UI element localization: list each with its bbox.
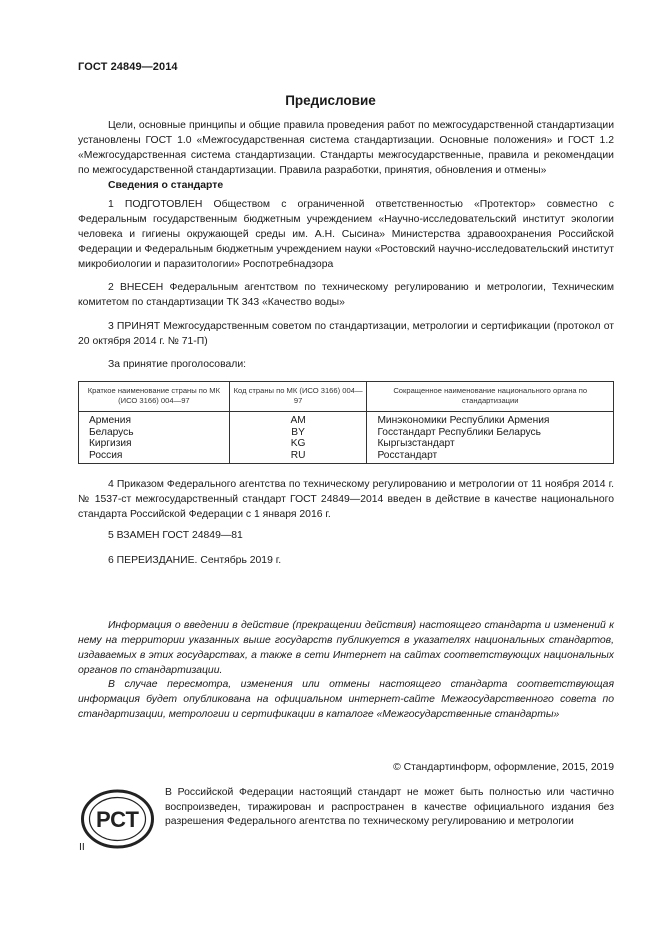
code-cell: KG <box>229 438 367 450</box>
body-cell: Кыргызстандарт <box>367 438 614 450</box>
intro-paragraph <box>78 118 614 178</box>
item-4-paragraph <box>78 477 614 522</box>
country-cell: Россия <box>79 450 230 464</box>
item-4-text: 4 Приказом Федерального агентства по техническому регулированию и метрологии от 11 ноября 2014 г. № 1537-ст межгосударственный стандарт ГОСТ 24849—2014 введен в действие в качестве национального стандарта Российской Федерации с 1 января 2016 г. <box>78 479 614 520</box>
page-title: Предисловие <box>285 93 376 108</box>
table-row <box>79 438 614 450</box>
intro-text: Цели, основные принципы и общие правила проведения работ по межгосударственной стандартизации установлены ГОСТ 1.0 «Межгосударственная система стандартизации. Основные положения» и ГОСТ 1.2 «Межгосударственная система стандартизации. Стандарты межгосударственные, правила и рекомендации по межгосударственной стандартизации. Правила разработки, принятия, обновления и отмены» <box>78 120 614 176</box>
item-6-paragraph <box>78 553 614 568</box>
table-row <box>79 427 614 439</box>
reproduction-notice: В Российской Федерации настоящий стандарт не может быть полностью или частично воспроизведен, тиражирован и распространен в качестве официального издания без разрешения Федерального агентства по техническому регулированию и метрологии <box>165 787 614 827</box>
info-paragraph-1 <box>78 618 614 678</box>
page-number: II <box>79 842 85 853</box>
body-cell: Минэкономики Республики Армения <box>367 412 614 427</box>
body-cell: Росстандарт <box>367 450 614 464</box>
info-paragraph-2 <box>78 677 614 722</box>
code-cell: RU <box>229 450 367 464</box>
info-text-2: В случае пересмотра, изменения или отмены настоящего стандарта соответствующая информация будет опубликована на официальном интернет-сайте Межгосударственного совета по стандартизации, метрологии и сертификации в каталоге «Межгосударственные стандарты» <box>78 679 614 720</box>
item-3-text: 3 ПРИНЯТ Межгосударственным советом по стандартизации, метрологии и сертификации (протокол от 20 октября 2014 г. № 71-П) <box>78 321 614 347</box>
country-cell: Беларусь <box>79 427 230 439</box>
table-header-row <box>79 382 614 412</box>
item-1-paragraph <box>78 197 614 272</box>
item-3-paragraph <box>78 319 614 349</box>
column-header-body: Сокращенное наименование национального органа по стандартизации <box>367 382 614 412</box>
section-heading: Сведения о стандарте <box>108 180 224 191</box>
column-header-code: Код страны по МК (ИСО 3166) 004—97 <box>229 382 367 412</box>
item-5-text: 5 ВЗАМЕН ГОСТ 24849—81 <box>108 530 243 541</box>
column-header-country: Краткое наименование страны по МК (ИСО 3166) 004—97 <box>79 382 230 412</box>
votes-label: За принятие проголосовали: <box>108 359 247 370</box>
country-cell: Армения <box>79 412 230 427</box>
country-cell: Киргизия <box>79 438 230 450</box>
item-1-text: 1 ПОДГОТОВЛЕН Обществом с ограниченной ответственностью «Протектор» совместно с Федеральным государственным бюджетным учреждением «Научно-исследовательский институт экологии человека и гигиены окружающей среды им. А.Н. Сысина» Министерства здравоохранения Российской Федерации и Федеральным бюджетным учреждением науки «Ростовский научно-исследовательский институт микробиологии и паразитологии» Роспотребнадзора <box>78 199 614 270</box>
code-cell: BY <box>229 427 367 439</box>
document-code-header: ГОСТ 24849—2014 <box>78 61 178 73</box>
voting-table <box>78 381 614 464</box>
table-row <box>79 450 614 464</box>
body-cell: Госстандарт Республики Беларусь <box>367 427 614 439</box>
table-row <box>79 412 614 427</box>
info-text-1: Информация о введении в действие (прекращении действия) настоящего стандарта и изменений к нему на территории указанных выше государств публикуется в указателях национальных стандартов, издаваемых в этих государствах, а также в сети Интернет на сайтах соответствующих национальных органов по стандартизации. <box>78 620 614 676</box>
code-cell: AM <box>229 412 367 427</box>
logo-mark-text: РСТ <box>96 807 139 832</box>
item-6-text: 6 ПЕРЕИЗДАНИЕ. Сентябрь 2019 г. <box>108 555 282 566</box>
item-5-paragraph <box>78 528 614 543</box>
item-2-text: 2 ВНЕСЕН Федеральным агентством по техническому регулированию и метрологии, Техническим комитетом по стандартизации ТК 343 «Качество воды» <box>78 282 614 308</box>
copyright-line: © Стандартинформ, оформление, 2015, 2019 <box>393 762 614 773</box>
rst-certification-mark-icon <box>80 788 155 850</box>
item-2-paragraph <box>78 280 614 310</box>
